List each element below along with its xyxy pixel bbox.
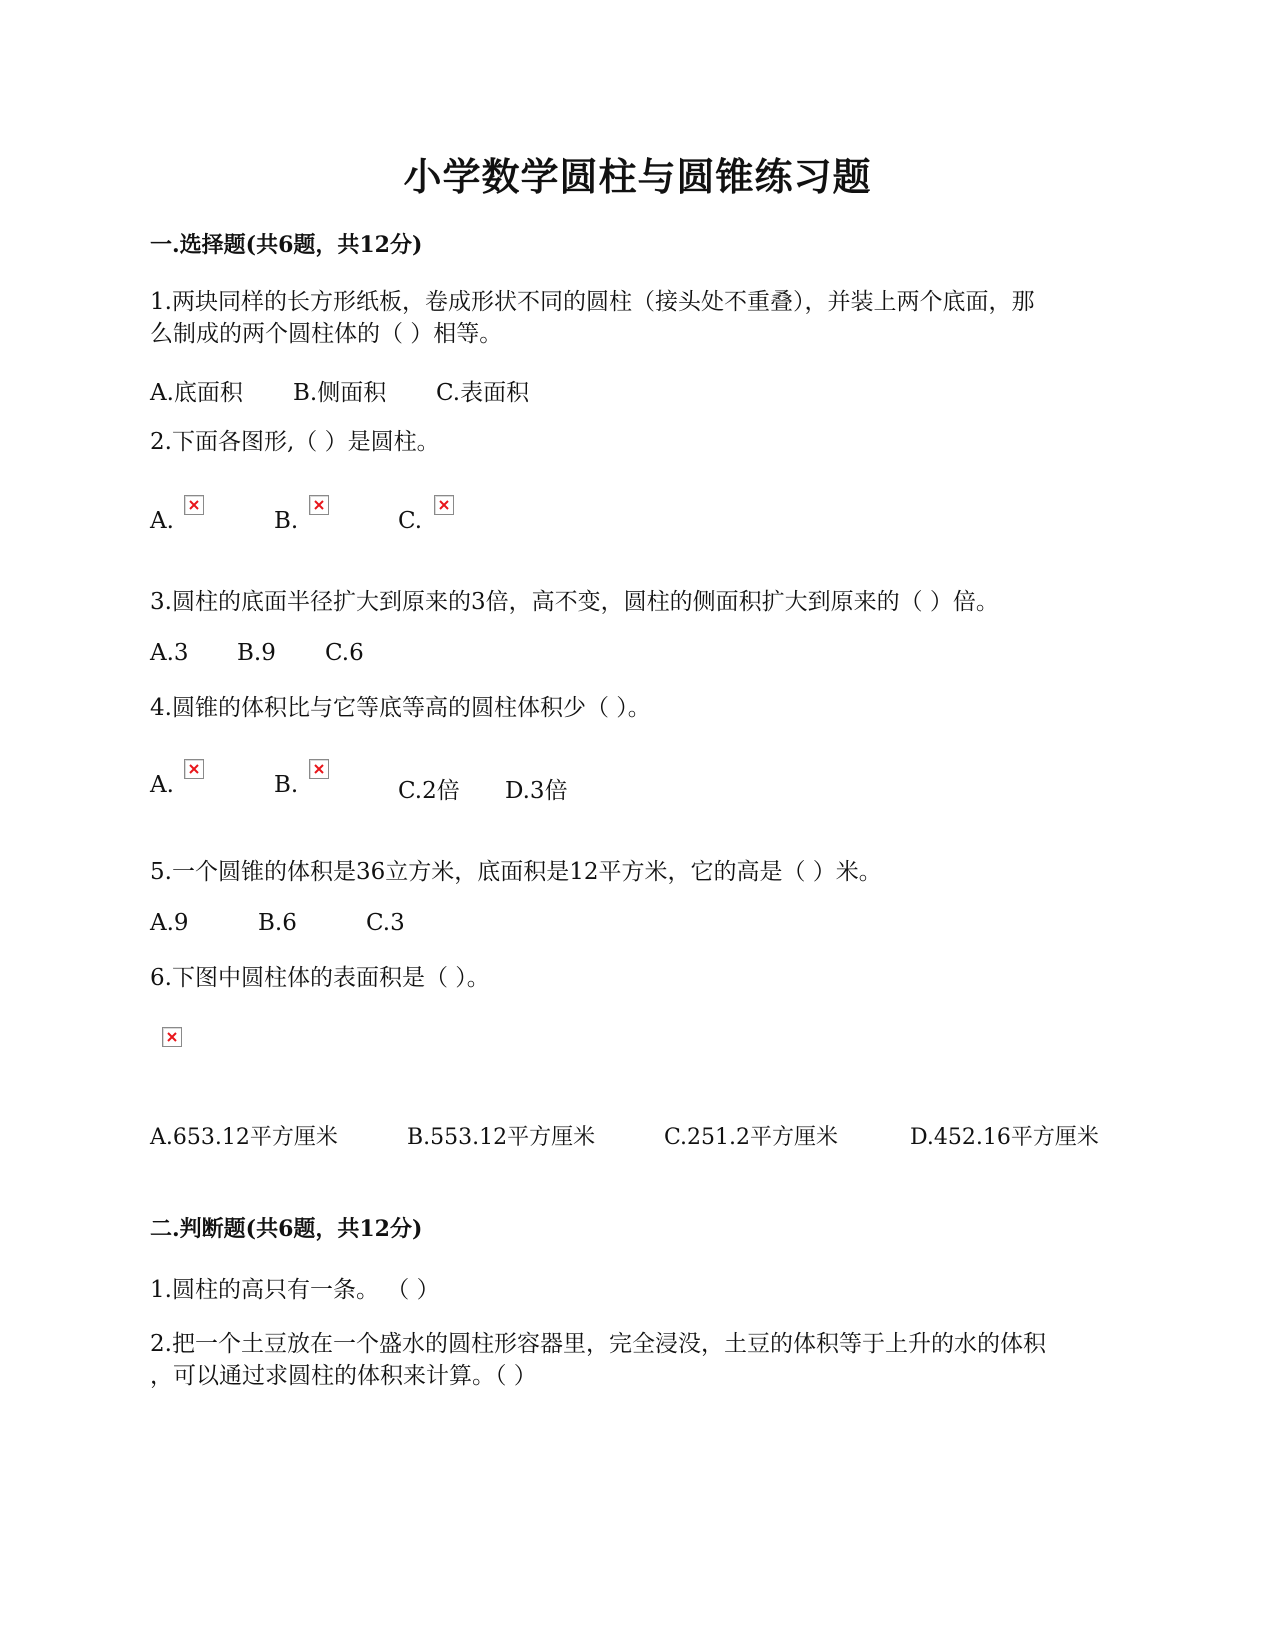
broken-image-icon [309,495,329,515]
question-4-option-a: A. [150,772,174,798]
question-4-option-c: C.2倍 [398,778,460,804]
question-5-option-c: C.3 [366,910,405,936]
question-2-option-c: C. [398,508,423,534]
judgement-2-line-2: ，可以通过求圆柱的体积来计算。（ ） [150,1363,537,1389]
question-4-option-b: B. [274,772,299,798]
question-5-option-a: A.9 [150,910,189,936]
question-2-option-b: B. [274,508,299,534]
section-heading-judgement: 二.判断题(共6题，共12分) [150,1216,423,1242]
question-3-option-b: B.9 [237,640,276,666]
question-1-line-2: 么制成的两个圆柱体的（ ）相等。 [150,321,503,347]
question-1-option-a: A.底面积 [150,380,243,406]
question-1-option-c: C.表面积 [436,380,530,406]
broken-image-icon [162,1027,182,1047]
question-4-text: 4.圆锥的体积比与它等底等高的圆柱体积少（ ）。 [150,695,651,721]
broken-image-icon [434,495,454,515]
question-3-text: 3.圆柱的底面半径扩大到原来的3倍，高不变，圆柱的侧面积扩大到原来的（ ）倍。 [150,589,999,615]
question-5-option-b: B.6 [258,910,297,936]
question-6-option-c: C.251.2平方厘米 [664,1125,839,1150]
question-2-text: 2.下面各图形,（ ）是圆柱。 [150,429,440,455]
judgement-1-text: 1.圆柱的高只有一条。 （ ） [150,1277,440,1303]
question-5-text: 5.一个圆锥的体积是36立方米，底面积是12平方米，它的高是（ ）米。 [150,859,882,885]
page-title: 小学数学圆柱与圆锥练习题 [403,154,872,199]
broken-image-icon [184,495,204,515]
broken-image-icon [309,759,329,779]
question-4-option-d: D.3倍 [505,778,568,804]
question-6-option-d: D.452.16平方厘米 [910,1125,1099,1150]
question-1-option-b: B.侧面积 [293,380,387,406]
broken-image-icon [184,759,204,779]
question-6-option-b: B.553.12平方厘米 [407,1125,596,1150]
question-6-option-a: A.653.12平方厘米 [150,1125,338,1150]
question-3-option-c: C.6 [325,640,364,666]
question-3-option-a: A.3 [150,640,189,666]
judgement-2-line-1: 2.把一个土豆放在一个盛水的圆柱形容器里，完全浸没，土豆的体积等于上升的水的体积 [150,1331,1046,1357]
question-6-text: 6.下图中圆柱体的表面积是（ ）。 [150,965,490,991]
question-2-option-a: A. [150,508,174,534]
question-1-line-1: 1.两块同样的长方形纸板，卷成形状不同的圆柱（接头处不重叠），并装上两个底面，那 [150,289,1035,315]
section-heading-choice: 一.选择题(共6题，共12分) [150,232,423,258]
